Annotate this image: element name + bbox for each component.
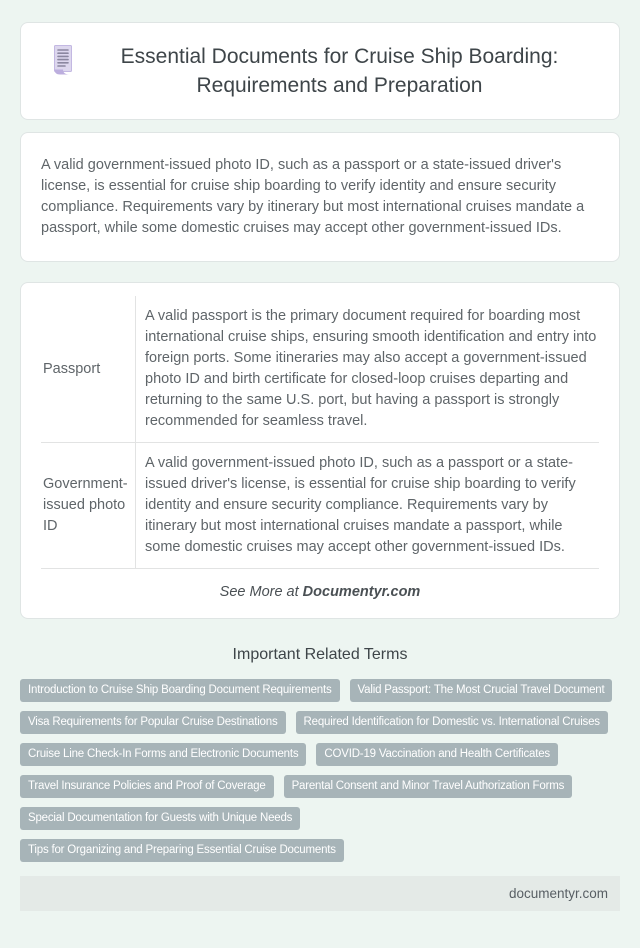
related-terms-heading: Important Related Terms — [232, 646, 408, 663]
page-title: Essential Documents for Cruise Ship Boarding: Requirements and Preparation — [120, 45, 559, 97]
table-row — [41, 296, 599, 443]
description-cell: A valid passport is the primary document required for boarding most international cruise ships, ensuring smooth identification and entry into foreign ports. Some itineraries may also accept a government-issued photo ID and birth certificate for closed-loop cruises departing and returning to the same U.S. port, but having a passport is strongly recommended for seamless travel. — [135, 296, 599, 443]
related-term-tag[interactable]: Valid Passport: The Most Crucial Travel Document — [350, 679, 613, 702]
description-cell: A valid government-issued photo ID, such as a passport or a state-issued driver's license, is essential for cruise ship boarding to verify identity and ensure security compliance. Requirements vary by itinerary but most international cruises mandate a passport, while some domestic cruises may accept other government-issued IDs. — [135, 443, 599, 569]
related-term-tag[interactable]: Cruise Line Check-In Forms and Electronic Documents — [20, 743, 306, 766]
term-cell: Passport — [41, 296, 135, 443]
related-term-tag[interactable]: Special Documentation for Guests with Unique Needs — [20, 807, 300, 830]
related-term-tag[interactable]: Tips for Organizing and Preparing Essential Cruise Documents — [20, 839, 344, 862]
definition-table — [41, 296, 599, 569]
see-more-prefix: See More at — [219, 584, 303, 600]
term-cell: Government-issued photo ID — [41, 443, 135, 569]
related-term-tag[interactable]: Parental Consent and Minor Travel Authorization Forms — [284, 775, 573, 798]
receipt-icon — [51, 45, 75, 81]
intro-card — [20, 132, 620, 262]
related-terms-list — [20, 679, 620, 862]
see-more-site: Documentyr.com — [302, 584, 421, 600]
related-term-tag[interactable]: Introduction to Cruise Ship Boarding Document Requirements — [20, 679, 340, 702]
related-term-tag[interactable]: Visa Requirements for Popular Cruise Destinations — [20, 711, 286, 734]
table-row — [41, 443, 599, 569]
related-term-tag[interactable]: Travel Insurance Policies and Proof of Coverage — [20, 775, 274, 798]
definition-card — [20, 282, 620, 619]
intro-paragraph: A valid government-issued photo ID, such as a passport or a state-issued driver's license, is essential for cruise ship boarding to verify identity and ensure security compliance. Requirements vary by itinerary but most international cruises mandate a passport, while some domestic cruises may accept other government-issued IDs. — [41, 157, 585, 236]
footer-site-label: documentyr.com — [508, 886, 608, 901]
related-term-tag[interactable]: Required Identification for Domestic vs. International Cruises — [296, 711, 608, 734]
article-header-card — [20, 22, 620, 120]
see-more-text — [41, 584, 599, 600]
footer-bar — [20, 876, 620, 911]
related-term-tag[interactable]: COVID-19 Vaccination and Health Certificates — [316, 743, 558, 766]
